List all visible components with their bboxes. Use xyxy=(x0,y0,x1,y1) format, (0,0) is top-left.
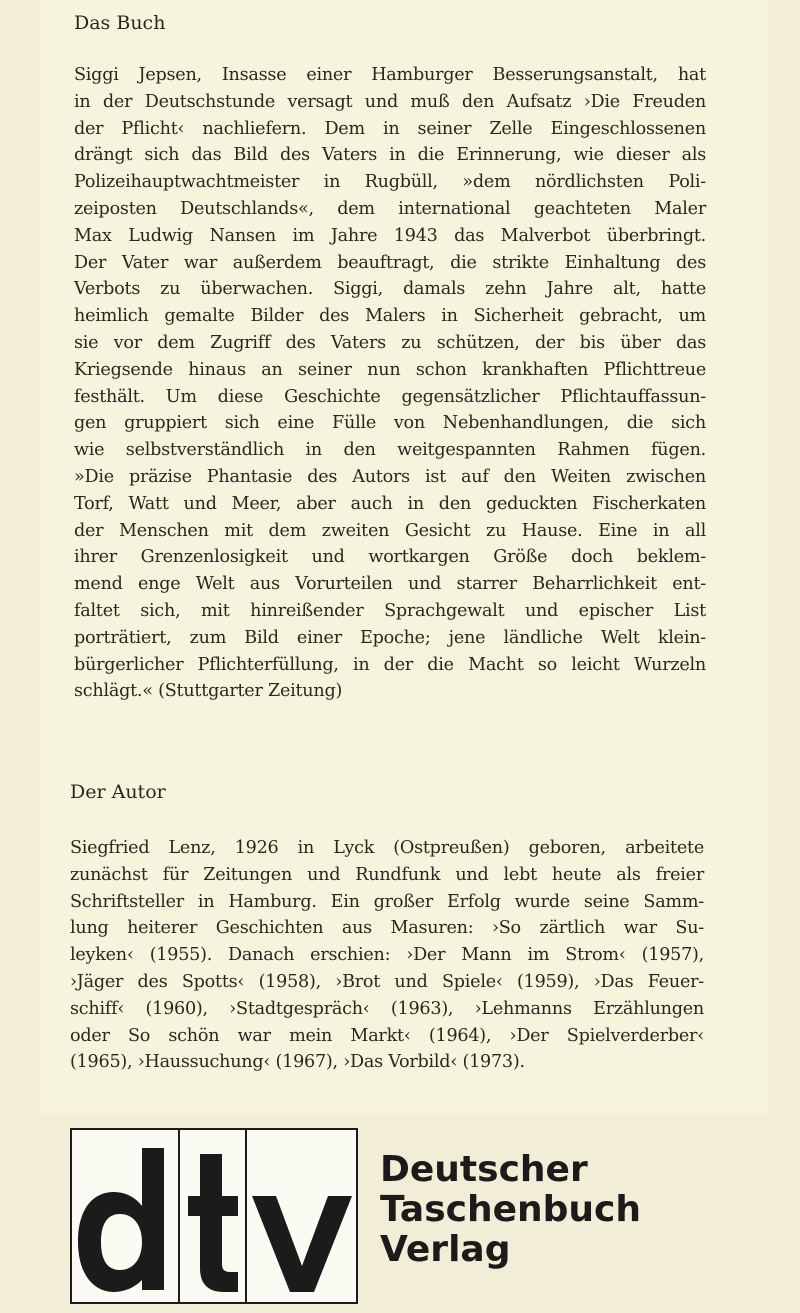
text-line: faltet sich, mit hinreißender Sprachgewalt und epischer List xyxy=(74,601,706,621)
text-line: gen gruppiert sich eine Fülle von Nebenhandlungen, die sich xyxy=(74,413,706,434)
logo-letter-t xyxy=(188,1154,238,1292)
text-line: zunächst für Zeitungen und Rundfunk und lebt heute als freier xyxy=(70,864,704,885)
text-line: drängt sich das Bild des Vaters in die Erinnerung, wie dieser als xyxy=(74,145,706,166)
text-line: leyken‹ (1955). Danach erschien: ›Der Mann im Strom‹ (1957), xyxy=(70,945,704,966)
publisher-line: Verlag xyxy=(380,1229,511,1270)
text-line: der Pflicht‹ nachliefern. Dem in seiner Zelle Eingeschlossenen xyxy=(74,118,706,139)
text-line: ›Jäger des Spotts‹ (1958), ›Brot und Spiele‹ (1959), ›Das Feuer- xyxy=(70,972,704,992)
text-line: Siegfried Lenz, 1926 in Lyck (Ostpreußen) geboren, arbeitete xyxy=(70,838,704,858)
publisher-line: Taschenbuch xyxy=(380,1189,642,1230)
text-line: Siggi Jepsen, Insasse einer Hamburger Besserungsanstalt, hat xyxy=(74,65,706,85)
text-line: Kriegsende hinaus an seiner nun schon krankhaften Pflichttreue xyxy=(74,359,706,380)
text-line: Max Ludwig Nansen im Jahre 1943 das Malverbot überbringt. xyxy=(74,225,706,246)
text-line: festhält. Um diese Geschichte gegensätzlicher Pflichtauffassun- xyxy=(74,386,706,407)
text-line: wie selbstverständlich in den weitgespannten Rahmen fügen. xyxy=(74,440,706,461)
text-line: porträtiert, zum Bild einer Epoche; jene ländliche Welt klein- xyxy=(74,627,706,648)
text-line: lung heiterer Geschichten aus Masuren: ›So zärtlich war Su- xyxy=(70,918,704,939)
dtv-letters xyxy=(72,1130,360,1306)
logo-letter-d xyxy=(78,1148,164,1292)
publisher-name xyxy=(380,1150,641,1270)
text-line: mend enge Welt aus Vorurteilen und starrer Beharrlichkeit ent- xyxy=(74,574,706,595)
publisher-line: Deutscher xyxy=(380,1149,588,1190)
text-line: Verbots zu überwachen. Siggi, damals zehn Jahre alt, hatte xyxy=(74,279,706,300)
author-heading: Der Autor xyxy=(70,781,166,803)
text-line: »Die präzise Phantasie des Autors ist auf den Weiten zwischen xyxy=(74,467,706,487)
logo-letter-v xyxy=(252,1196,352,1292)
text-line: Der Vater war außerdem beauftragt, die strikte Einhaltung des xyxy=(74,252,706,273)
text-line: Torf, Watt und Meer, aber auch in den geduckten Fischerkaten xyxy=(74,493,706,514)
text-line: ihrer Grenzenlosigkeit und wortkargen Größe doch beklem- xyxy=(74,547,706,568)
dtv-logo xyxy=(70,1128,358,1304)
text-line: der Menschen mit dem zweiten Gesicht zu Hause. Eine in all xyxy=(74,520,706,541)
text-line: in der Deutschstunde versagt und muß den Aufsatz ›Die Freuden xyxy=(74,91,706,112)
book-heading: Das Buch xyxy=(74,12,166,34)
text-line: sie vor dem Zugriff des Vaters zu schützen, der bis über das xyxy=(74,333,706,353)
text-line: schiff‹ (1960), ›Stadtgespräch‹ (1963), ›Lehmanns Erzählungen xyxy=(70,998,704,1019)
text-line: bürgerlicher Pflichterfüllung, in der die Macht so leicht Wurzeln xyxy=(74,654,706,675)
text-line: (1965), ›Haussuchung‹ (1967), ›Das Vorbild‹ (1973). xyxy=(70,1052,525,1073)
text-line: Polizeihauptwachtmeister in Rugbüll, »dem nördlichsten Poli- xyxy=(74,172,706,193)
text-line: zeiposten Deutschlands«, dem international geachteten Maler xyxy=(74,199,706,219)
text-line: schlägt.« (Stuttgarter Zeitung) xyxy=(74,681,343,702)
text-line: oder So schön war mein Markt‹ (1964), ›Der Spielverderber‹ xyxy=(70,1025,704,1046)
text-line: Schriftsteller in Hamburg. Ein großer Erfolg wurde seine Samm- xyxy=(70,891,704,912)
text-line: heimlich gemalte Bilder des Malers in Sicherheit gebracht, um xyxy=(74,306,706,327)
